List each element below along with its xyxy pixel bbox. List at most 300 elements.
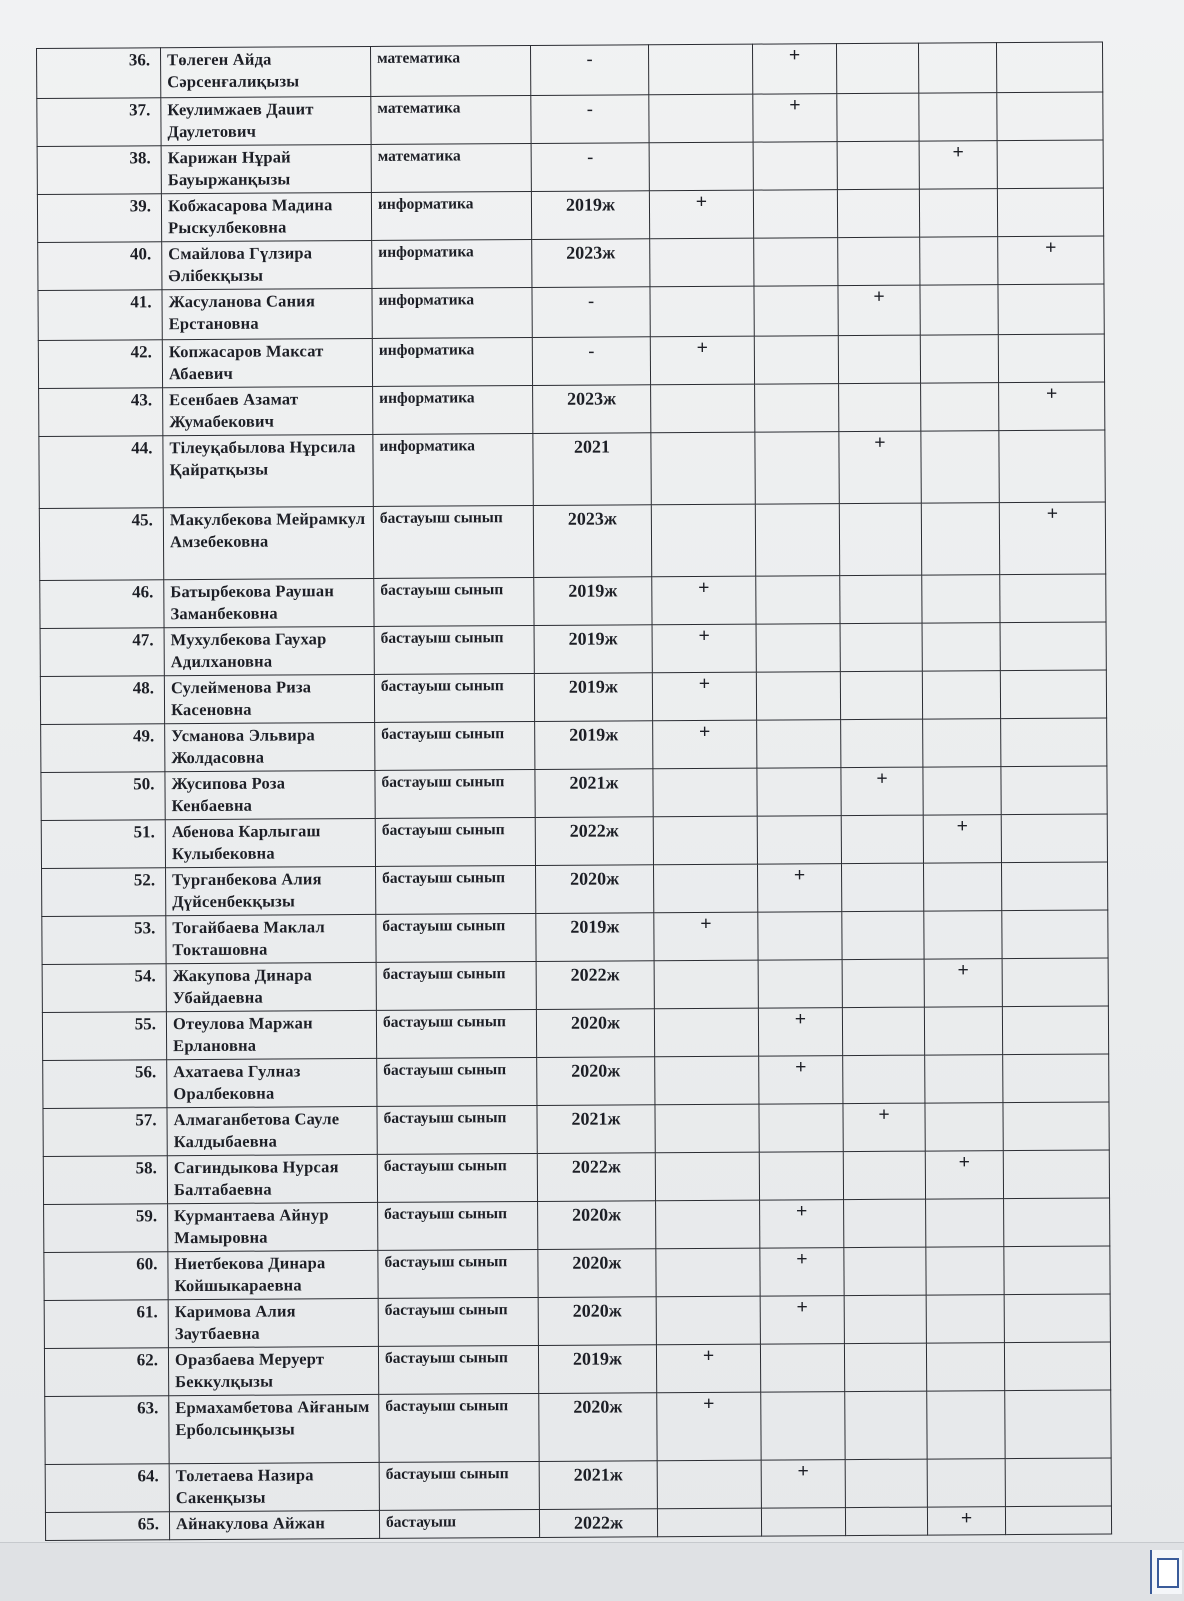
subject: бастауыш сынып bbox=[379, 1393, 539, 1462]
mark-cell-3 bbox=[843, 1055, 925, 1104]
plus-mark: + bbox=[654, 912, 758, 961]
mark-cell-4 bbox=[922, 575, 1000, 623]
mark-cell-3 bbox=[841, 719, 923, 768]
plus-mark: + bbox=[760, 1296, 844, 1345]
plus-mark: + bbox=[760, 1200, 844, 1249]
mark-cell-5 bbox=[1001, 814, 1107, 863]
teacher-name: Кобжасарова Мадина Рыскулбековна bbox=[161, 192, 371, 241]
teacher-name: Есенбаев Азамат Жумабекович bbox=[163, 386, 373, 435]
mark-cell-2 bbox=[761, 1392, 845, 1461]
certification-year: 2021ж bbox=[539, 1461, 657, 1510]
plus-mark: + bbox=[652, 624, 756, 673]
mark-cell-5 bbox=[1005, 1458, 1111, 1507]
plus-mark: + bbox=[656, 1344, 760, 1393]
plus-mark: + bbox=[999, 502, 1105, 575]
mark-cell-2 bbox=[753, 190, 837, 239]
mark-cell-4 bbox=[922, 623, 1000, 671]
mark-cell-1 bbox=[657, 1460, 761, 1509]
table-row bbox=[44, 1198, 1110, 1253]
teacher-name: Айнакулова Айжан bbox=[169, 1510, 379, 1539]
teacher-name: Кеулимжаев Даuит Даулетович bbox=[161, 96, 371, 145]
subject: информатика bbox=[373, 433, 533, 506]
row-number: 55. bbox=[42, 1012, 166, 1061]
mark-cell-5 bbox=[1000, 574, 1106, 623]
table-row bbox=[42, 958, 1108, 1013]
plus-mark: + bbox=[999, 382, 1105, 431]
teacher-name: Төлеген Айда Сәрсенғалиқызы bbox=[161, 46, 371, 97]
teacher-name: Ермахамбетова Айғаным Ерболсынқызы bbox=[169, 1394, 379, 1463]
plus-mark: + bbox=[657, 1392, 761, 1461]
subject: бастауыш сынып bbox=[379, 1461, 539, 1510]
mark-cell-3 bbox=[840, 623, 922, 672]
plus-mark: + bbox=[919, 141, 997, 189]
table-row bbox=[44, 1246, 1110, 1301]
mark-cell-5 bbox=[999, 430, 1105, 503]
mark-cell-2 bbox=[756, 624, 840, 673]
certification-year: 2020ж bbox=[536, 1009, 654, 1058]
subject: математика bbox=[370, 45, 530, 96]
row-number: 54. bbox=[42, 964, 166, 1013]
plus-mark: + bbox=[843, 1103, 925, 1152]
mark-cell-4 bbox=[926, 1343, 1004, 1391]
mark-cell-5 bbox=[998, 284, 1104, 335]
mark-cell-2 bbox=[753, 142, 837, 191]
subject: бастауыш сынып bbox=[376, 961, 536, 1010]
plus-mark: + bbox=[652, 672, 756, 721]
subject: математика bbox=[371, 95, 531, 144]
mark-cell-5 bbox=[1003, 1054, 1109, 1103]
teacher-name: Абенова Карлыгаш Кулыбековна bbox=[165, 818, 375, 867]
table-row bbox=[39, 430, 1105, 509]
table-row bbox=[42, 910, 1108, 965]
certification-year: 2020ж bbox=[538, 1249, 656, 1298]
mark-cell-5 bbox=[997, 140, 1103, 189]
mark-cell-1 bbox=[648, 44, 752, 95]
mark-cell-2 bbox=[758, 912, 842, 961]
plus-mark: + bbox=[839, 431, 921, 503]
mark-cell-4 bbox=[920, 335, 998, 383]
mark-cell-3 bbox=[844, 1199, 926, 1248]
mark-cell-1 bbox=[650, 238, 754, 287]
table-row bbox=[43, 1102, 1109, 1157]
mark-cell-3 bbox=[839, 383, 921, 432]
mark-cell-5 bbox=[1001, 862, 1107, 911]
subject: информатика bbox=[371, 191, 531, 240]
mark-cell-4 bbox=[919, 189, 997, 237]
teacher-name: Копжасаров Максат Абаевич bbox=[162, 338, 372, 387]
teacher-name: Смайлова Гүлзира Әлібекқызы bbox=[162, 240, 372, 289]
subject: бастауыш сынып bbox=[378, 1345, 538, 1394]
mark-cell-1 bbox=[650, 286, 754, 337]
row-number: 60. bbox=[44, 1252, 168, 1301]
row-number: 56. bbox=[43, 1060, 167, 1109]
mark-cell-3 bbox=[843, 1151, 925, 1200]
mark-cell-4 bbox=[918, 43, 996, 93]
table-row bbox=[37, 140, 1103, 195]
mark-cell-4 bbox=[926, 1199, 1004, 1247]
teacher-name: Батырбекова Раушан Заманбековна bbox=[164, 578, 374, 627]
mark-cell-4 bbox=[919, 93, 997, 141]
subject: бастауыш сынып bbox=[377, 1153, 537, 1202]
teacher-name: Жакупова Динара Убайдаевна bbox=[166, 962, 376, 1011]
teacher-name: Оразбаева Меруерт Беккулқызы bbox=[168, 1346, 378, 1395]
subject: бастауыш сынып bbox=[378, 1201, 538, 1250]
mark-cell-3 bbox=[837, 189, 919, 238]
mark-cell-5 bbox=[998, 334, 1104, 383]
certification-year: 2023ж bbox=[532, 239, 650, 288]
plus-mark: + bbox=[924, 959, 1002, 1007]
row-number: 45. bbox=[39, 508, 163, 581]
mark-cell-2 bbox=[754, 238, 838, 287]
mark-cell-5 bbox=[1005, 1390, 1111, 1459]
mark-cell-4 bbox=[925, 1055, 1003, 1103]
subject: математика bbox=[371, 143, 531, 192]
mark-cell-4 bbox=[926, 1247, 1004, 1295]
teacher-name: Каримова Алия Заутбаевна bbox=[168, 1298, 378, 1347]
table-row bbox=[40, 574, 1106, 629]
plus-mark: + bbox=[841, 767, 923, 816]
certification-year: 2021ж bbox=[537, 1105, 655, 1154]
table-row bbox=[42, 1006, 1108, 1061]
plus-mark: + bbox=[650, 336, 754, 385]
mark-cell-2 bbox=[756, 672, 840, 721]
plus-mark: + bbox=[998, 236, 1104, 285]
mark-cell-2 bbox=[757, 816, 841, 865]
mark-cell-2 bbox=[760, 1344, 844, 1393]
certification-year: 2020ж bbox=[538, 1297, 656, 1346]
certification-year: 2022ж bbox=[536, 961, 654, 1010]
mark-cell-5 bbox=[996, 42, 1102, 93]
row-number: 36. bbox=[37, 48, 161, 99]
row-number: 59. bbox=[44, 1204, 168, 1253]
mark-cell-3 bbox=[841, 863, 923, 912]
row-number: 63. bbox=[45, 1396, 169, 1465]
plus-mark: + bbox=[649, 190, 753, 239]
mark-cell-3 bbox=[842, 911, 924, 960]
subject: бастауыш сынып bbox=[376, 865, 536, 914]
certification-year: - bbox=[531, 95, 649, 144]
table-row bbox=[45, 1458, 1111, 1513]
row-number: 57. bbox=[43, 1108, 167, 1157]
mark-cell-1 bbox=[655, 1104, 759, 1153]
mark-cell-4 bbox=[921, 431, 999, 503]
table-row bbox=[38, 236, 1104, 291]
row-number: 50. bbox=[41, 772, 165, 821]
table-row bbox=[41, 718, 1107, 773]
certification-year: 2022ж bbox=[535, 817, 653, 866]
row-number: 62. bbox=[44, 1348, 168, 1397]
row-number: 41. bbox=[38, 290, 162, 341]
mark-cell-5 bbox=[1003, 1150, 1109, 1199]
table-row bbox=[39, 382, 1105, 437]
row-number: 65. bbox=[45, 1512, 169, 1541]
subject: бастауыш сынып bbox=[377, 1057, 537, 1106]
row-number: 53. bbox=[42, 916, 166, 965]
mark-cell-2 bbox=[754, 286, 838, 337]
certification-year: - bbox=[532, 287, 650, 338]
table-row bbox=[43, 1150, 1109, 1205]
subject: бастауыш сынып bbox=[374, 673, 534, 722]
mark-cell-5 bbox=[1000, 622, 1106, 671]
staff-table bbox=[36, 41, 1112, 1540]
plus-mark: + bbox=[761, 1460, 845, 1509]
teacher-name: Жасуланова Сания Ерстановна bbox=[162, 288, 372, 339]
subject: бастауыш сынып bbox=[375, 769, 535, 818]
certification-year: - bbox=[532, 337, 650, 386]
teacher-name: Ниетбекова Динара Койшыкараевна bbox=[168, 1250, 378, 1299]
subject: бастауыш сынып bbox=[374, 625, 534, 674]
teacher-name: Алмаганбетова Сауле Калдыбаевна bbox=[167, 1106, 377, 1155]
row-number: 37. bbox=[37, 98, 161, 147]
certification-year: 2019ж bbox=[534, 673, 652, 722]
mark-cell-2 bbox=[756, 576, 840, 625]
mark-cell-5 bbox=[1002, 1006, 1108, 1055]
certification-year: 2020ж bbox=[536, 865, 654, 914]
certification-year: 2020ж bbox=[539, 1393, 657, 1462]
mark-cell-2 bbox=[761, 1508, 845, 1537]
subject: бастауыш сынып bbox=[378, 1297, 538, 1346]
mark-cell-3 bbox=[837, 141, 919, 190]
certification-year: 2019ж bbox=[531, 191, 649, 240]
mark-cell-5 bbox=[997, 188, 1103, 237]
mark-cell-2 bbox=[759, 1152, 843, 1201]
mark-cell-2 bbox=[758, 960, 842, 1009]
mark-cell-5 bbox=[1004, 1294, 1110, 1343]
plus-mark: + bbox=[759, 1056, 843, 1105]
subject: информатика bbox=[373, 385, 533, 434]
table-row bbox=[41, 814, 1107, 869]
plus-mark: + bbox=[757, 864, 841, 913]
table-row bbox=[43, 1054, 1109, 1109]
mark-cell-2 bbox=[757, 768, 841, 817]
teacher-name: Тілеуқабылова Нұрсила Қайратқызы bbox=[163, 434, 373, 507]
mark-cell-4 bbox=[920, 237, 998, 285]
mark-cell-3 bbox=[842, 959, 924, 1008]
row-number: 51. bbox=[41, 820, 165, 869]
table-row bbox=[44, 1342, 1110, 1397]
subject: бастауыш сынып bbox=[376, 1009, 536, 1058]
mark-cell-1 bbox=[651, 384, 755, 433]
mark-cell-5 bbox=[1004, 1198, 1110, 1247]
mark-cell-4 bbox=[922, 671, 1000, 719]
row-number: 58. bbox=[43, 1156, 167, 1205]
window-corner-icon bbox=[1150, 1550, 1182, 1594]
mark-cell-4 bbox=[924, 1007, 1002, 1055]
mark-cell-3 bbox=[839, 503, 921, 575]
plus-mark: + bbox=[923, 815, 1001, 863]
subject: бастауыш сынып bbox=[377, 1105, 537, 1154]
mark-cell-5 bbox=[997, 92, 1103, 141]
mark-cell-3 bbox=[838, 237, 920, 286]
subject: бастауыш сынып bbox=[378, 1249, 538, 1298]
plus-mark: + bbox=[653, 720, 757, 769]
mark-cell-2 bbox=[759, 1104, 843, 1153]
subject: информатика bbox=[372, 287, 532, 338]
table-row bbox=[45, 1506, 1111, 1541]
mark-cell-4 bbox=[926, 1295, 1004, 1343]
table-body bbox=[37, 42, 1112, 1540]
teacher-name: Ахатаева Гулназ Оралбековна bbox=[167, 1058, 377, 1107]
mark-cell-5 bbox=[1003, 1102, 1109, 1151]
table-row bbox=[44, 1294, 1110, 1349]
table-row bbox=[39, 502, 1105, 581]
row-number: 64. bbox=[45, 1464, 169, 1513]
mark-cell-2 bbox=[757, 720, 841, 769]
mark-cell-3 bbox=[837, 93, 919, 142]
mark-cell-1 bbox=[649, 94, 753, 143]
row-number: 40. bbox=[38, 242, 162, 291]
mark-cell-1 bbox=[655, 1056, 759, 1105]
teacher-name: Турганбекова Алия Дүйсенбекқызы bbox=[166, 866, 376, 915]
subject: информатика bbox=[372, 337, 532, 386]
plus-mark: + bbox=[760, 1248, 844, 1297]
certification-year: 2023ж bbox=[533, 505, 651, 578]
plus-mark: + bbox=[838, 285, 920, 335]
certification-year: 2020ж bbox=[537, 1057, 655, 1106]
row-number: 47. bbox=[40, 628, 164, 677]
teacher-name: Толетаева Назира Сакенқызы bbox=[169, 1462, 379, 1511]
plus-mark: + bbox=[927, 1507, 1005, 1535]
certification-year: 2019ж bbox=[536, 913, 654, 962]
plus-mark: + bbox=[925, 1151, 1003, 1199]
mark-cell-2 bbox=[755, 384, 839, 433]
mark-cell-3 bbox=[844, 1295, 926, 1344]
mark-cell-4 bbox=[923, 719, 1001, 767]
mark-cell-4 bbox=[925, 1103, 1003, 1151]
certification-year: 2021ж bbox=[535, 769, 653, 818]
plus-mark: + bbox=[752, 44, 836, 95]
mark-cell-3 bbox=[836, 43, 918, 93]
mark-cell-5 bbox=[1002, 910, 1108, 959]
certification-year: 2023ж bbox=[533, 385, 651, 434]
mark-cell-1 bbox=[653, 768, 757, 817]
mark-cell-3 bbox=[845, 1507, 927, 1536]
certification-year: - bbox=[531, 143, 649, 192]
mark-cell-3 bbox=[845, 1391, 927, 1459]
certification-year: 2021 bbox=[533, 433, 651, 506]
table-row bbox=[42, 862, 1108, 917]
mark-cell-3 bbox=[841, 815, 923, 864]
mark-cell-1 bbox=[654, 864, 758, 913]
teacher-name: Сагиндыкова Нурсая Балтабаевна bbox=[167, 1154, 377, 1203]
subject: информатика bbox=[372, 239, 532, 288]
subject: бастауыш сынып bbox=[374, 577, 534, 626]
certification-year: 2019ж bbox=[535, 721, 653, 770]
mark-cell-1 bbox=[655, 1152, 759, 1201]
mark-cell-1 bbox=[656, 1248, 760, 1297]
row-number: 61. bbox=[44, 1300, 168, 1349]
table-row bbox=[41, 766, 1107, 821]
teacher-name: Сулейменова Риза Касеновна bbox=[164, 674, 374, 723]
mark-cell-3 bbox=[842, 1007, 924, 1056]
table-row bbox=[40, 670, 1106, 725]
row-number: 39. bbox=[37, 194, 161, 243]
mark-cell-3 bbox=[844, 1247, 926, 1296]
mark-cell-5 bbox=[1004, 1342, 1110, 1391]
mark-cell-5 bbox=[1002, 958, 1108, 1007]
mark-cell-2 bbox=[755, 432, 839, 505]
table-row bbox=[37, 42, 1103, 99]
mark-cell-1 bbox=[656, 1296, 760, 1345]
table-row bbox=[38, 334, 1104, 389]
mark-cell-4 bbox=[921, 503, 999, 575]
mark-cell-5 bbox=[1001, 718, 1107, 767]
subject: бастауыш сынып bbox=[376, 913, 536, 962]
mark-cell-4 bbox=[921, 383, 999, 431]
mark-cell-1 bbox=[657, 1508, 761, 1537]
mark-cell-3 bbox=[840, 575, 922, 624]
row-number: 44. bbox=[39, 436, 163, 509]
subject: бастауыш сынып bbox=[373, 505, 533, 578]
certification-year: 2019ж bbox=[538, 1345, 656, 1394]
plus-mark: + bbox=[758, 1008, 842, 1057]
mark-cell-1 bbox=[651, 504, 755, 577]
screen-bottom-edge bbox=[0, 1542, 1184, 1601]
mark-cell-1 bbox=[649, 142, 753, 191]
teacher-name: Тогайбаева Маклал Токташовна bbox=[166, 914, 376, 963]
subject: бастауыш bbox=[379, 1509, 539, 1538]
certification-year: 2019ж bbox=[534, 577, 652, 626]
mark-cell-4 bbox=[923, 863, 1001, 911]
row-number: 38. bbox=[37, 146, 161, 195]
mark-cell-1 bbox=[656, 1200, 760, 1249]
mark-cell-4 bbox=[924, 911, 1002, 959]
mark-cell-5 bbox=[1000, 670, 1106, 719]
mark-cell-5 bbox=[1004, 1246, 1110, 1295]
mark-cell-3 bbox=[838, 335, 920, 384]
mark-cell-5 bbox=[1001, 766, 1107, 815]
mark-cell-5 bbox=[1005, 1506, 1111, 1535]
row-number: 42. bbox=[38, 340, 162, 389]
table-row bbox=[37, 92, 1103, 147]
certification-year: - bbox=[530, 45, 648, 96]
certification-year: 2020ж bbox=[538, 1201, 656, 1250]
certification-year: 2019ж bbox=[534, 625, 652, 674]
table-row bbox=[38, 284, 1104, 341]
mark-cell-3 bbox=[844, 1343, 926, 1392]
mark-cell-1 bbox=[654, 1008, 758, 1057]
table-row bbox=[45, 1390, 1111, 1465]
mark-cell-3 bbox=[845, 1459, 927, 1508]
mark-cell-2 bbox=[754, 336, 838, 385]
mark-cell-1 bbox=[653, 816, 757, 865]
subject: бастауыш сынып bbox=[375, 721, 535, 770]
mark-cell-1 bbox=[654, 960, 758, 1009]
mark-cell-2 bbox=[755, 504, 839, 577]
row-number: 43. bbox=[39, 388, 163, 437]
row-number: 52. bbox=[42, 868, 166, 917]
mark-cell-3 bbox=[840, 671, 922, 720]
row-number: 48. bbox=[40, 676, 164, 725]
mark-cell-4 bbox=[923, 767, 1001, 815]
mark-cell-4 bbox=[920, 285, 998, 335]
row-number: 49. bbox=[41, 724, 165, 773]
teacher-name: Жусипова Роза Кенбаевна bbox=[165, 770, 375, 819]
plus-mark: + bbox=[652, 576, 756, 625]
teacher-name: Макулбекова Мейрамкул Амзебековна bbox=[163, 506, 373, 579]
teacher-name: Карижан Нұрай Бауыржанқызы bbox=[161, 144, 371, 193]
mark-cell-4 bbox=[927, 1391, 1005, 1459]
teacher-name: Курмантаева Айнур Мамыровна bbox=[168, 1202, 378, 1251]
teacher-name: Отеулова Маржан Ерлановна bbox=[166, 1010, 376, 1059]
row-number: 46. bbox=[40, 580, 164, 629]
table-row bbox=[37, 188, 1103, 243]
teacher-name: Мухулбекова Гаухар Адилхановна bbox=[164, 626, 374, 675]
plus-mark: + bbox=[753, 94, 837, 143]
certification-year: 2022ж bbox=[539, 1509, 657, 1538]
mark-cell-1 bbox=[651, 432, 755, 505]
mark-cell-4 bbox=[927, 1459, 1005, 1507]
